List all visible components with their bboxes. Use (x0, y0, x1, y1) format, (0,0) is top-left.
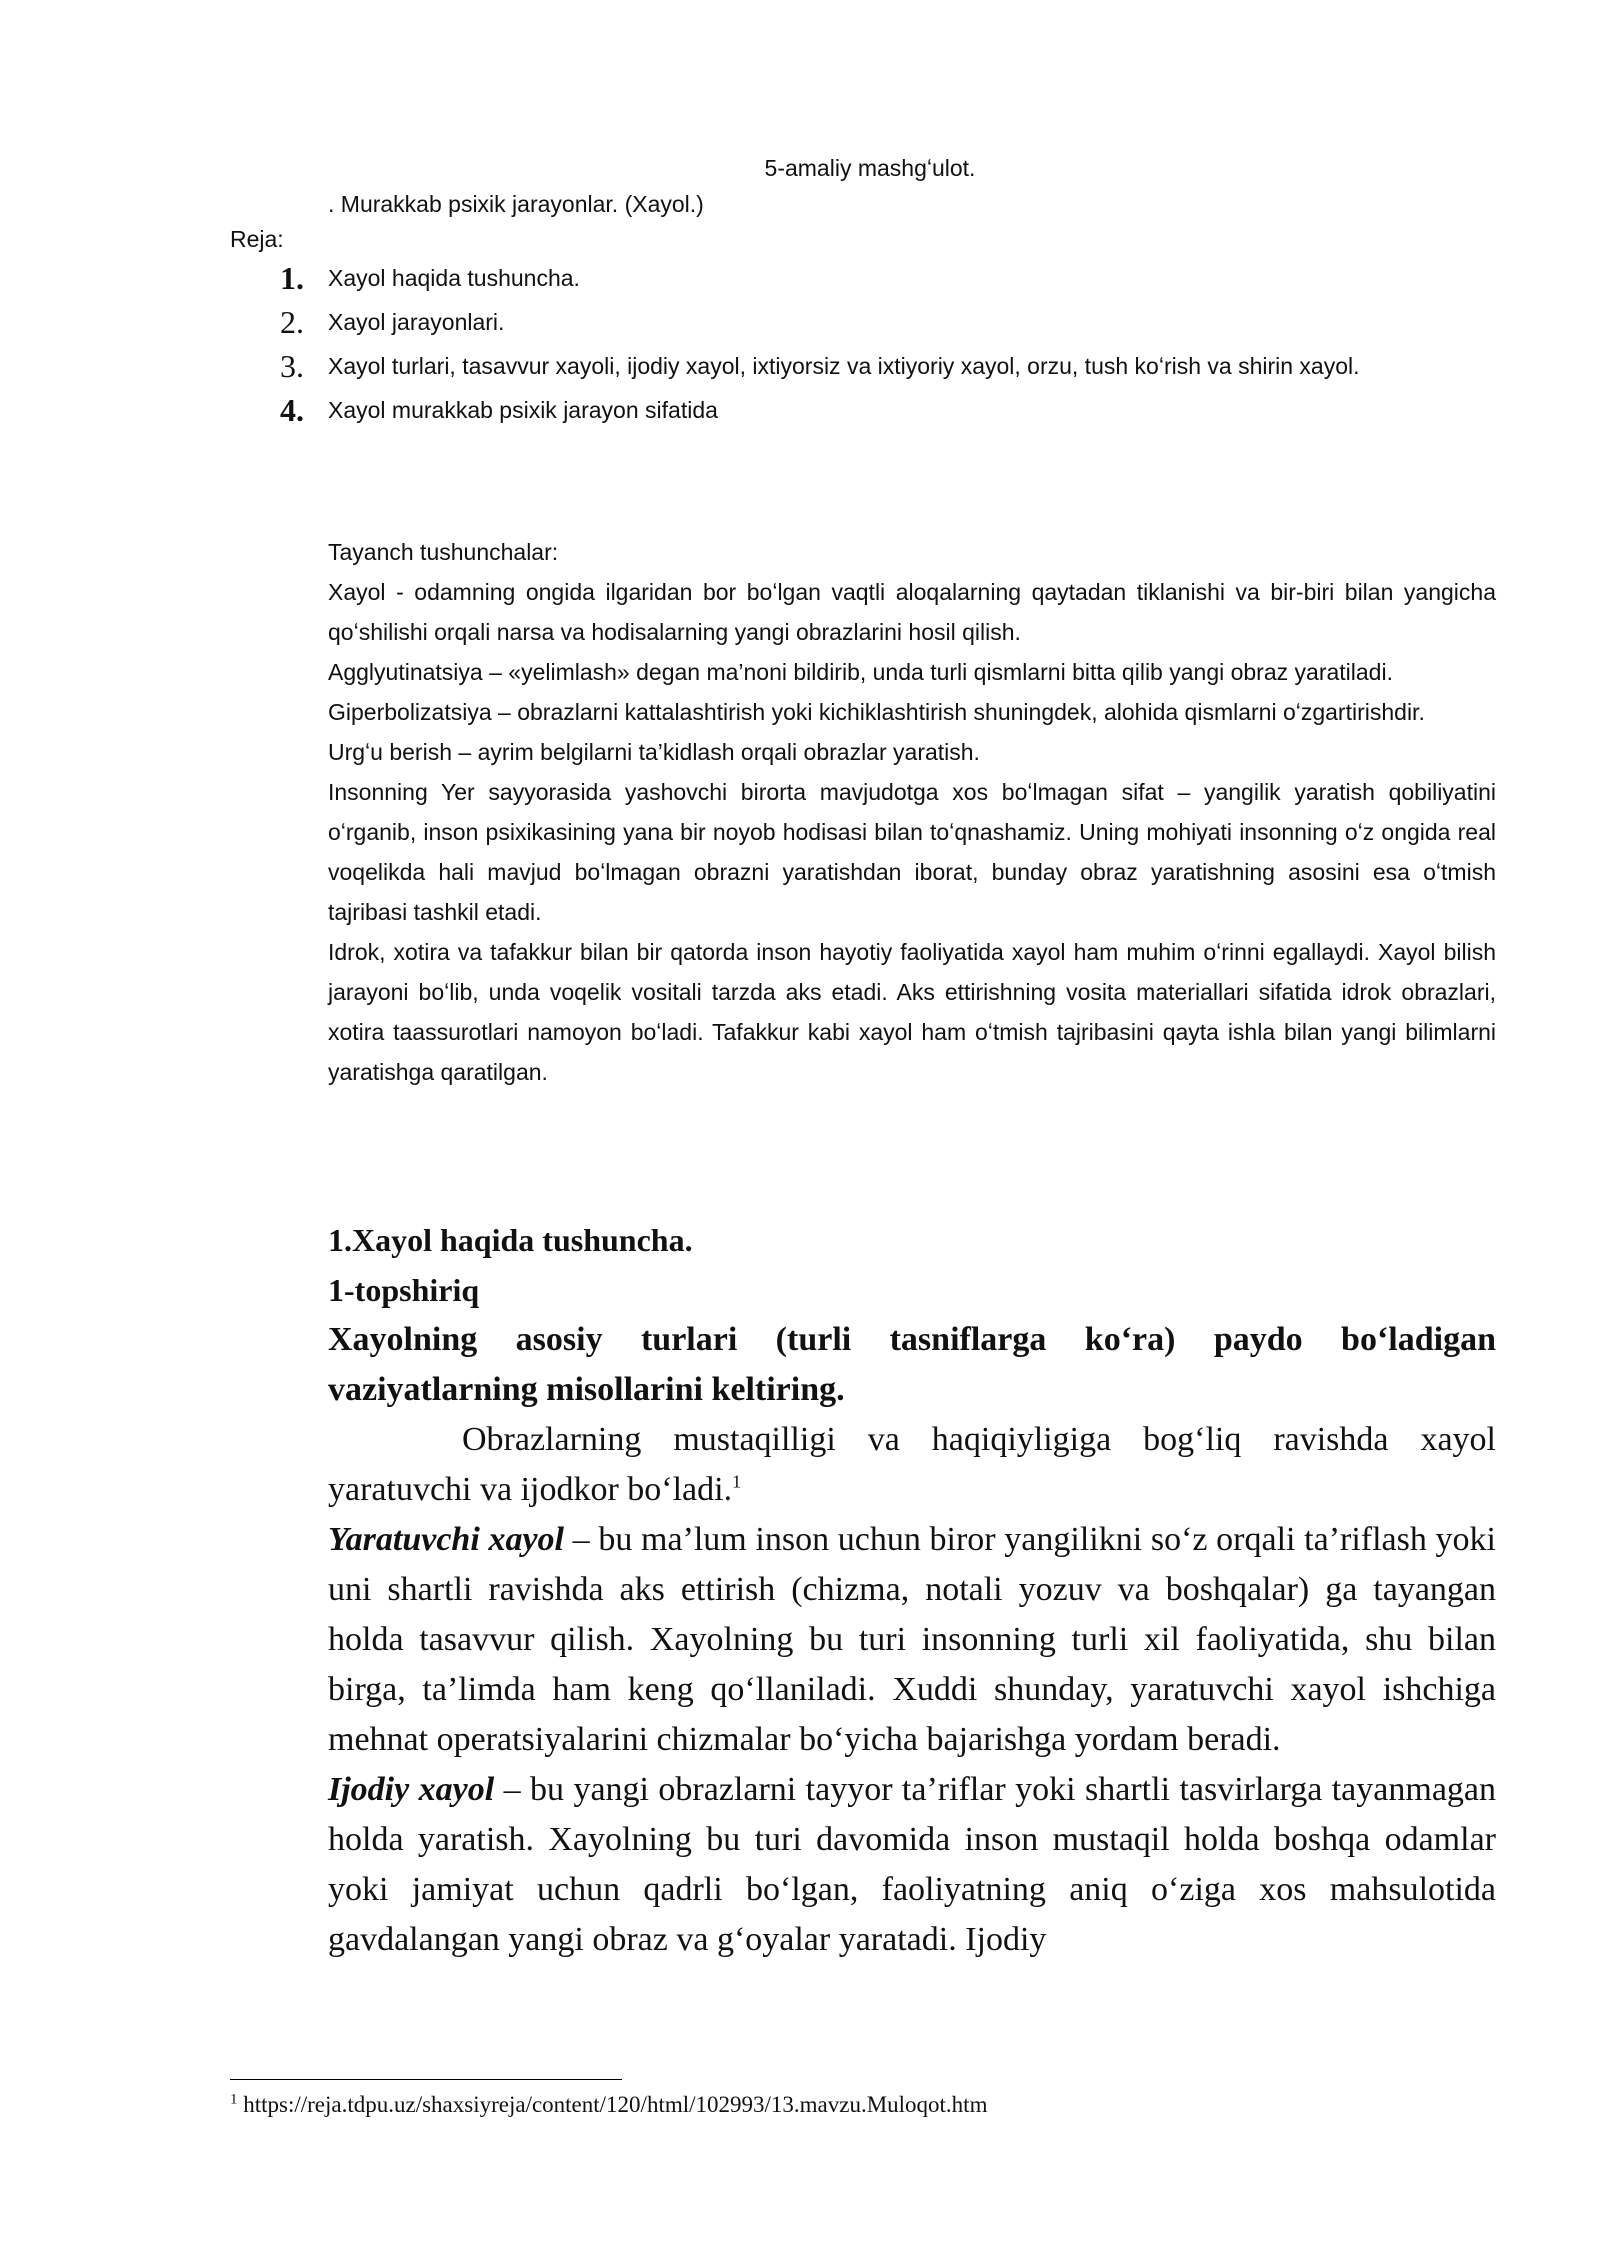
section-heading: 1.Xayol haqida tushuncha. (328, 1222, 693, 1258)
plan-item-number: 4. (280, 392, 304, 428)
footnote (230, 2092, 987, 2118)
definition-text: – bu yangi obrazlarni tayyor ta’riflar yoki shartli tasvirlarga tayanmagan holda yaratish. Xayolning bu turi davomida inson mustaqil holda boshqa odamlar yoki jamiyat uchun qadrli boʻlgan, faoliyatning aniq oʻziga xos mahsulotida gavdalangan yangi obraz va gʻoyalar yaratadi. Ijodiy (328, 1771, 1496, 1958)
key-concept-paragraph: Urgʻu berish – ayrim belgilarni ta’kidlash orqali obrazlar yaratish. (328, 739, 980, 765)
key-concept-paragraph: Giperbolizatsiya – obrazlarni kattalashtirish yoki kichiklashtirish shuningdek, alohida qismlarni oʻzgartirishdir. (328, 699, 1425, 725)
document-subtitle: . Murakkab psixik jarayonlar. (Xayol.) (328, 191, 704, 217)
plan-item-number: 3. (280, 348, 304, 384)
definition-paragraph (328, 1765, 1496, 1965)
plan-item-number: 2. (280, 304, 304, 340)
definition-paragraph (328, 1515, 1496, 1765)
plan-label: Reja: (230, 226, 284, 252)
footnote-divider (230, 2079, 622, 2080)
task-label: 1-topshiriq (328, 1272, 480, 1308)
key-concept-paragraph: Xayol - odamning ongida ilgaridan bor boʻlgan vaqtli aloqalarning qaytadan tiklanishi va bir-biri bilan yangicha qoʻshilishi orqali narsa va hodisalarning yangi obrazlarini hosil qilish. (328, 579, 1496, 645)
plan-list (270, 258, 1496, 434)
footnote-reference[interactable]: 1 (732, 1471, 742, 1492)
document-title: 5-amaliy mashgʻulot. (764, 155, 976, 181)
intro-text: Obrazlarning mustaqilligi va haqiqiyligiga bogʻliq ravishda xayol yaratuvchi va ijodkor boʻladi. (328, 1421, 1496, 1508)
footnote-link[interactable]: https://reja.tdpu.uz/shaxsiyreja/content/120/html/102993/13.mavzu.Muloqot.htm (237, 2092, 988, 2117)
task-text: Xayolning asosiy turlari (turli tasniflarga koʻra) paydo boʻladigan vaziyatlarning misollarini keltiring. (328, 1321, 1496, 1408)
plan-item (270, 302, 1496, 342)
key-concept-paragraph: Insonning Yer sayyorasida yashovchi birorta mavjudotga xos boʻlmagan sifat – yangilik yaratish qobiliyatini oʻrganib, inson psixikasining yana bir noyob hodisasi bilan toʻqnashamiz. Uning mohiyati insonning oʻz ongida real voqelikda hali mavjud boʻlmagan obrazni yaratishdan iborat, bunday obraz yaratishning asosini esa oʻtmish tajribasi tashkil etadi. (328, 779, 1496, 925)
intro-paragraph (328, 1415, 1496, 1515)
main-section (328, 1215, 1496, 1965)
plan-item (270, 390, 1496, 430)
plan-item-number: 1. (280, 260, 304, 296)
key-concept-paragraph: Idrok, xotira va tafakkur bilan bir qatorda inson hayotiy faoliyatida xayol ham muhim oʻrinni egallaydi. Xayol bilish jarayoni boʻlib, unda voqelik vositali tarzda aks etadi. Aks ettirishning vosita materiallari sifatida idrok obrazlari, xotira taassurotlari namoyon boʻladi. Tafakkur kabi xayol ham oʻtmish tajribasini qayta ishla bilan yangi bilimlarni yaratishga qaratilgan. (328, 939, 1496, 1085)
definition-term: Ijodiy xayol (328, 1771, 495, 1808)
plan-item-text: Xayol jarayonlari. (328, 309, 505, 335)
footnote-mark: 1 (230, 2091, 238, 2108)
key-concepts (328, 532, 1496, 1092)
plan-item-text: Xayol murakkab psixik jarayon sifatida (328, 397, 718, 423)
definition-text: – bu ma’lum inson uchun biror yangilikni soʻz orqali ta’riflash yoki uni shartli ravishda aks ettirish (chizma, notali yozuv va boshqalar) ga tayangan holda tasavvur qilish. Xayolning bu turi insonning turli xil faoliyatida, shu bilan birga, ta’limda ham keng qoʻllaniladi. Xuddi shunday, yaratuvchi xayol ishchiga mehnat operatsiyalarini chizmalar boʻyicha bajarishga yordam beradi. (328, 1521, 1496, 1758)
plan-item (270, 258, 1496, 298)
plan-item-text: Xayol turlari, tasavvur xayoli, ijodiy xayol, ixtiyorsiz va ixtiyoriy xayol, orzu, tush koʻrish va shirin xayol. (328, 353, 1360, 379)
plan-item (270, 346, 1496, 386)
plan-item-text: Xayol haqida tushuncha. (328, 265, 580, 291)
key-concepts-heading: Tayanch tushunchalar: (328, 539, 559, 565)
key-concept-paragraph: Agglyutinatsiya – «yelimlash» degan ma’noni bildirib, unda turli qismlarni bitta qilib yangi obraz yaratiladi. (328, 659, 1393, 685)
definition-term: Yaratuvchi xayol (328, 1521, 564, 1558)
